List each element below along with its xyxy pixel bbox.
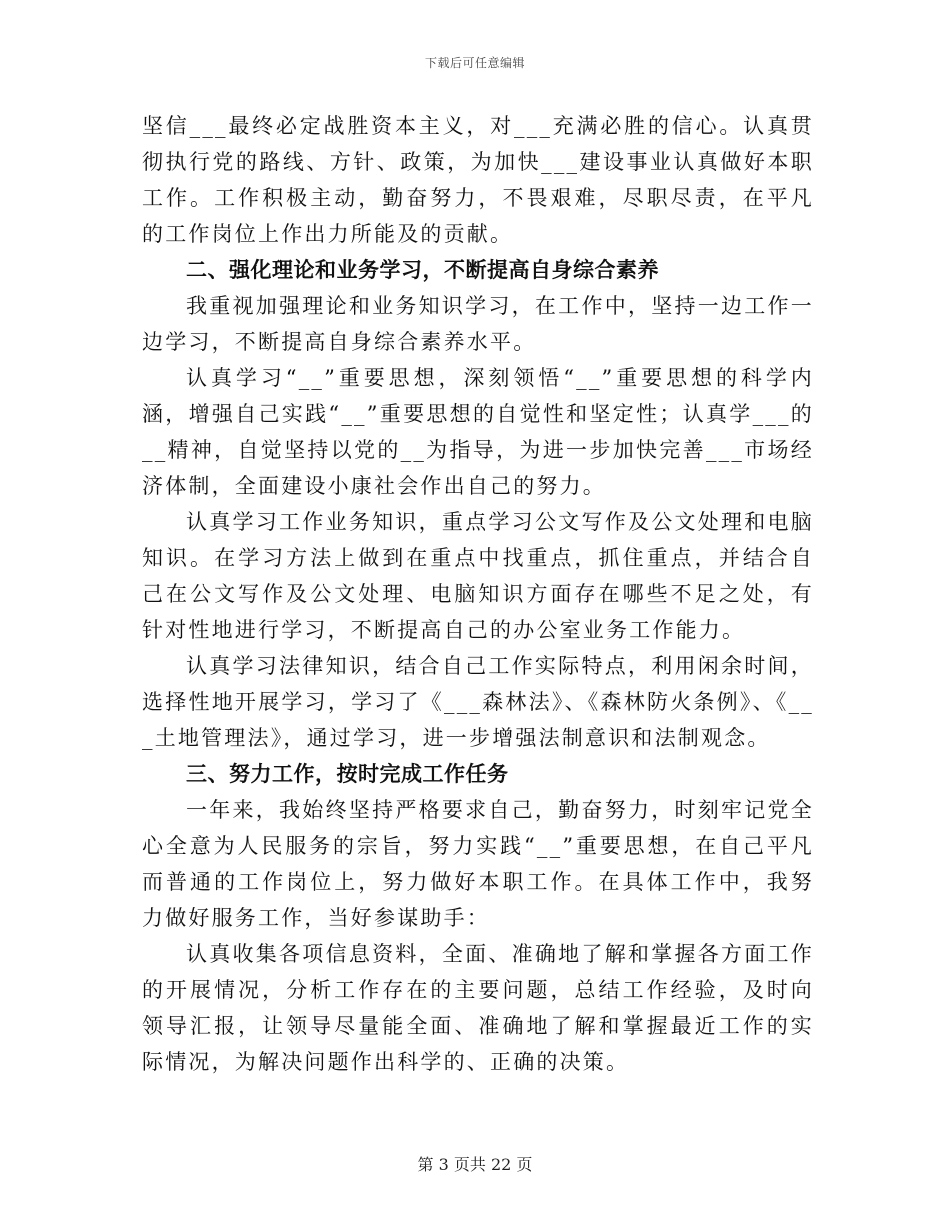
page-header-note: 下载后可任意编辑	[424, 56, 525, 70]
paragraph: 认真学习工作业务知识，重点学习公文写作及公文处理和电脑知识。在学习方法上做到在重点中找重点，抓住重点，并结合自己在公文写作及公文处理、电脑知识方面存在哪些不足之处，有针对性地进行学习，不断提高自己的办公室业务工作能力。	[142, 510, 814, 642]
document-body	[142, 108, 814, 1080]
page-footer-number: 第 3 页共 22 页	[417, 1155, 533, 1174]
section-heading: 二、强化理论和业务学习，不断提高自身综合素养	[186, 258, 659, 282]
paragraph: 认真学习法律知识，结合自己工作实际特点，利用闲余时间，选择性地开展学习，学习了《___森林法》、《森林防火条例》、《___土地管理法》，通过学习，进一步增强法制意识和法制观念。	[142, 654, 814, 750]
paragraph: 一年来，我始终坚持严格要求自己，勤奋努力，时刻牢记党全心全意为人民服务的宗旨，努力实践“__”重要思想，在自己平凡而普通的工作岗位上，努力做好本职工作。在具体工作中，我努力做好服务工作，当好参谋助手：	[142, 798, 814, 930]
paragraph: 认真收集各项信息资料，全面、准确地了解和掌握各方面工作的开展情况，分析工作存在的主要问题，总结工作经验，及时向领导汇报，让领导尽量能全面、准确地了解和掌握最近工作的实际情况，为解决问题作出科学的、正确的决策。	[142, 942, 814, 1074]
paragraph: 坚信___最终必定战胜资本主义，对___充满必胜的信心。认真贯彻执行党的路线、方针、政策，为加快___建设事业认真做好本职工作。工作积极主动，勤奋努力，不畏艰难，尽职尽责，在平凡的工作岗位上作出力所能及的贡献。	[142, 114, 814, 246]
paragraph: 我重视加强理论和业务知识学习，在工作中，坚持一边工作一边学习，不断提高自身综合素养水平。	[142, 294, 814, 354]
paragraph: 认真学习“__”重要思想，深刻领悟“__”重要思想的科学内涵，增强自己实践“__”重要思想的自觉性和坚定性；认真学___的__精神，自觉坚持以党的__为指导，为进一步加快完善___市场经济体制，全面建设小康社会作出自己的努力。	[142, 366, 814, 498]
section-heading: 三、努力工作，按时完成工作任务	[186, 762, 509, 786]
